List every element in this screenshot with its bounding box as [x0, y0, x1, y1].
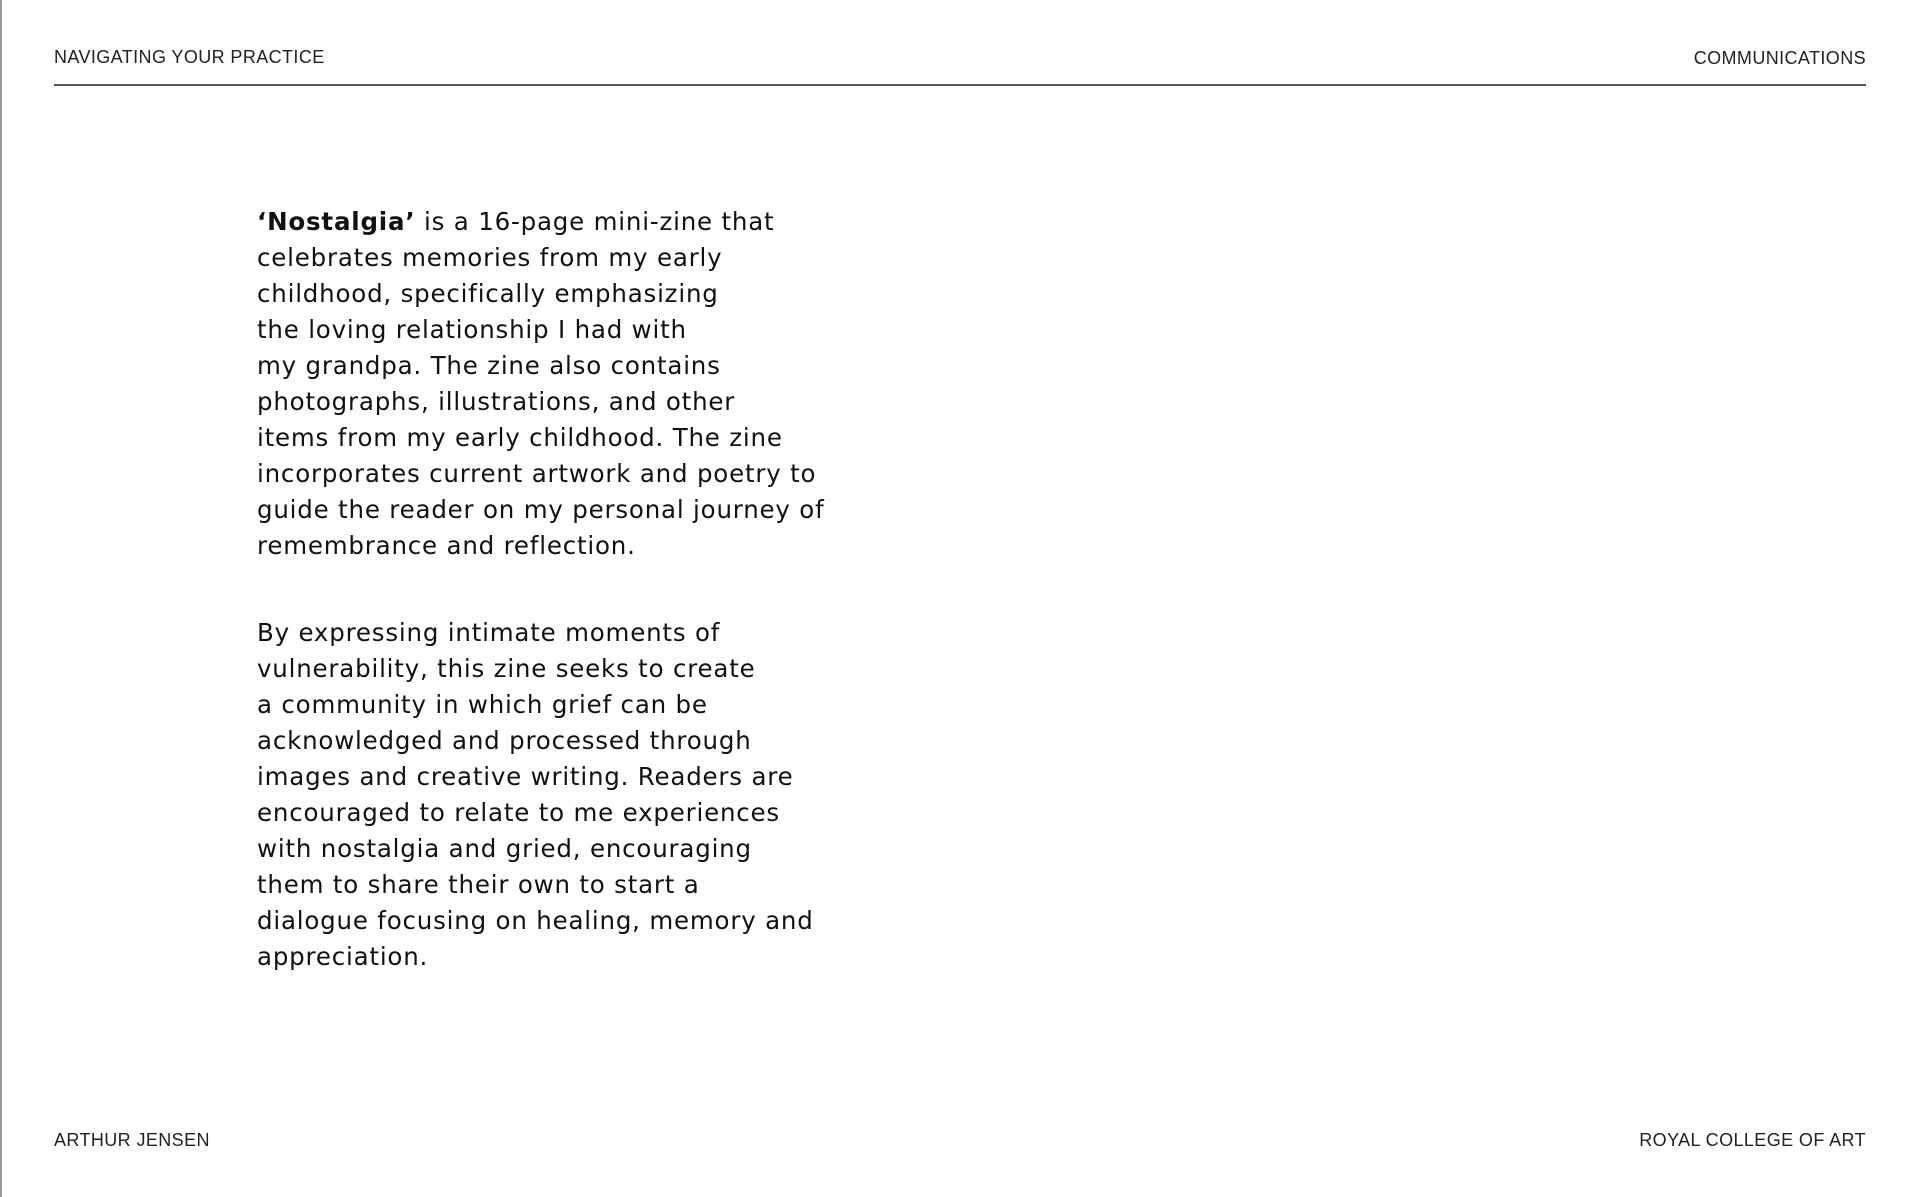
category-label: COMMUNICATIONS — [1693, 48, 1866, 68]
author-name: ARTHUR JENSEN — [54, 1130, 210, 1150]
text-line-rest: is a 16-page mini-zine that — [415, 207, 775, 236]
section-label: NAVIGATING YOUR PRACTICE — [54, 47, 325, 67]
text-line: photographs, illustrations, and other — [257, 387, 736, 416]
text-line: images and creative writing. Readers are — [257, 762, 794, 791]
text-line: my grandpa. The zine also contains — [257, 351, 721, 380]
text-line: them to share their own to start a — [257, 870, 700, 899]
text-line: remembrance and reflection. — [257, 531, 636, 560]
paragraph-purpose — [257, 615, 897, 975]
text-line: celebrates memories from my early — [257, 243, 723, 272]
text-line — [257, 204, 897, 240]
text-line: By expressing intimate moments of — [257, 618, 721, 647]
text-line: vulnerability, this zine seeks to create — [257, 654, 756, 683]
text-line: encouraged to relate to me experiences — [257, 798, 780, 827]
text-line: dialogue focusing on healing, memory and — [257, 906, 814, 935]
paragraph-intro — [257, 204, 897, 564]
text-line: appreciation. — [257, 942, 429, 971]
text-line: acknowledged and processed through — [257, 726, 752, 755]
text-line: a community in which grief can be — [257, 690, 708, 719]
page-left-edge — [0, 0, 2, 1197]
zine-title: ‘Nostalgia’ — [257, 207, 416, 236]
text-line: the loving relationship I had with — [257, 315, 687, 344]
header-divider — [54, 84, 1866, 86]
text-line: with nostalgia and gried, encouraging — [257, 834, 752, 863]
body-text — [257, 204, 897, 1026]
text-line: incorporates current artwork and poetry to — [257, 459, 817, 488]
text-line: childhood, specifically emphasizing — [257, 279, 719, 308]
institution-name: ROYAL COLLEGE OF ART — [1639, 1130, 1866, 1150]
text-line: guide the reader on my personal journey of — [257, 495, 825, 524]
text-line: items from my early childhood. The zine — [257, 423, 783, 452]
